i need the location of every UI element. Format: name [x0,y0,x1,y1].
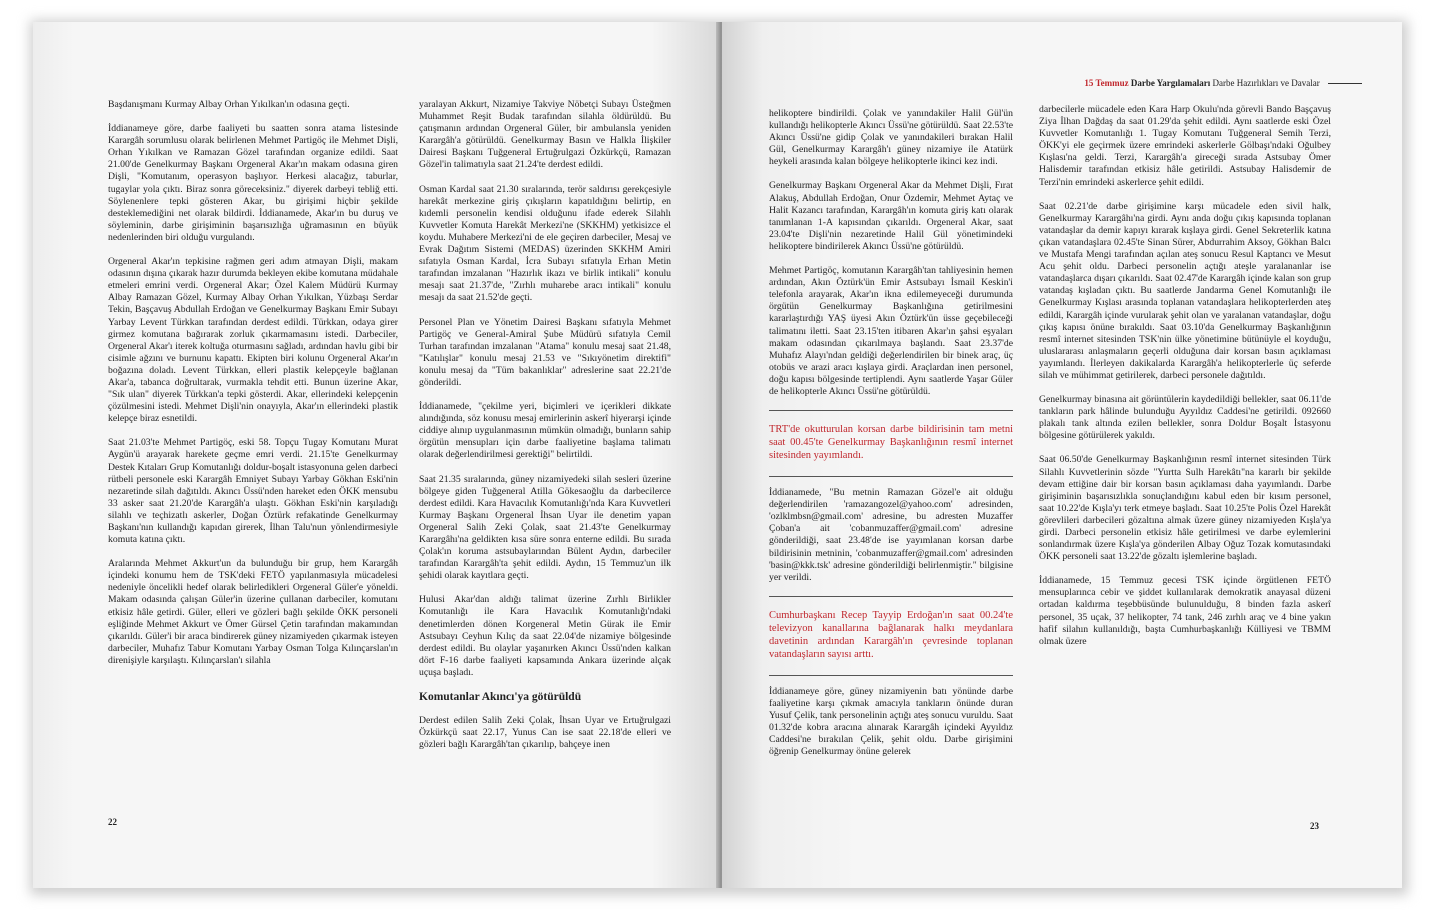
header-red: 15 Temmuz [1084,78,1129,88]
running-header [1084,78,1362,88]
paragraph: darbecilerle mücadele eden Kara Harp Okulu'nda görevli Bando Başçavuş Ziya İlhan Dağdaş da saat 01.29'da şehit edildi. Aynı saatlerde eski Özel Kuvvetler Komutanlığı 1. Tugay Komutanı Tuğgeneral Semih Terzi, ÖKK'yi ele geçirmek üzere emrindeki askerlerle Gölbaşı'ndaki Oğulbey Kışlası'na geldi. Terzi, Karargâh'a gireceği sırada Astsubay Ömer Halisdemir tarafından etkisiz hâle getirildi. Astsubay Halisdemir de Terzi'nin emrindeki askerlerce şehit edildi. [1039,104,1331,188]
paragraph: Aralarında Mehmet Akkurt'un da bulunduğu bir grup, hem Karargâh içindeki konumu hem de TSK'deki FETÖ yapılanmasıyla mücadelesi nedeniyle öncelikli hedef olarak belirledikleri Orgeneral Güler'e yöneldi. Makam odasında çalışan Güler'in üzerine çullanan darbeciler, komutanı etkisiz hâle getirdi. Güler, elleri ve gözleri bağlı şekilde ÖKK personeli eşliğinde Mehmet Akkurt ve Ömer Gürsel Çetin tarafından makamından çıkarıldı. Güler'i bir araca bindirerek güney nizamiyeden çıkarmak isteyen darbeciler, Muhafız Tabur Komutanı Yarbay Osman Tolga Kılınçarslan'ın direnişiyle karşılaştı. Kılınçarslan'ı silahla [108,558,398,666]
paragraph: Saat 06.50'de Genelkurmay Başkanlığının resmî internet sitesinden Türk Silahlı Kuvvetlerinin sözde "Yurtta Sulh Harekâtı"na kararlı bir şekilde devam ettiğine dair bir korsan basın açıklaması daha yayımlandı. Darbe girişiminin başarısızlıkla sonuçlandığını kabul eden bir kısım personel, saat 10.22'de Kışla'yı terk etmeye başladı. Saat 10.25'te Polis Özel Harekât görevlileri darbecileri gözaltına almak üzere güney nizamiyeden Kışla'ya girdi. Darbeci personelin etkisiz hâle getirilmesi ve darbe eylemlerini sonlandırmak üzere Kışla'ya gönderilen Albay Oğuz Tozak komutasındaki ÖKK personeli saat 13.22'de gözaltı işlemlerine başladı. [1039,454,1331,563]
pull-quote: TRT'de okutturulan korsan darbe bildirisinin tam metni saat 00.45'te Genelkurmay Başkanlığının resmî internet sitesinden yayımlandı. [769,424,1013,462]
right-column-1 [769,108,1013,770]
paragraph: Başdanışmanı Kurmay Albay Orhan Yıkılkan'ın odasına geçti. [108,99,350,110]
paragraph: Saat 21.35 sıralarında, güney nizamiyedeki silah sesleri üzerine bölgeye giden Tuğgeneral Atilla Gökesaoğlu da darbecilerce derdest edildi. Kara Havacılık Komutanlığı'nda Kara Kuvvetleri Kurmay Başkanı Orgeneral İhsan Uyar ile denetim yapan Orgeneral Salih Zeki Çolak, saat 21.43'te Genelkurmay Karargâhı'na geldikten kısa süre sonra enterne edildi. Bu sırada Çolak'ın koruma astsubaylarından Bülent Aydın, darbeciler tarafından Karargâh'ta şehit edildi. Aydın, 15 Temmuz'un ilk şehidi olarak kayıtlara geçti. [419,473,671,582]
paragraph: Mehmet Partigöç, komutanın Karargâh'tan tahliyesinin hemen ardından, Akın Öztürk'ün Emir Astsubayı İsmail Keskin'i telefonla arayarak, Akar'ın ikna edilemeyeceği durumunda örgütün Genelkurmay Başkanlığına getirilmesini kararlaştırdığı YAŞ üyesi Akın Öztürk'ün üsse geçebileceği talimatını iletti. Saat 23.15'ten itibaren Akar'ın şahsi eşyaları makam odasından çıkarılmaya başlandı. Saat 23.37'de Muhafız Alayı'ndan geldiği değerlendirilen bir binek araç, üç otobüs ve arazi aracı kışlaya girdi. Araçlardan inen personel, doğu kapısı bölgesinde tertiplendi. Aynı saatlerde Yaşar Güler de helikopterle Akıncı Üssü'ne götürüldü. [769,265,1013,397]
paragraph: Saat 21.03'te Mehmet Partigöç, eski 58. Topçu Tugay Komutanı Murat Aygün'ü arayarak harekete geçme emri verdi. 21.15'te Genelkurmay Destek Kıtaları Grup Komutanlığı doldur-boşalt istasyonuna gelen darbeci rütbeli personele eski Karargâh Emniyet Subayı Yarbay Gökhan Eski'nin nezaretinde silah dağıtıldı. Akıncı Üssü'nden hareket eden ÖKK mensubu 33 asker saat 21.20'de Karargâh'a ulaştı. Gökhan Eski'nin karşıladığı silahlı ve teçhizatlı askerler, Doğan Öztürk refakatinde Genelkurmay Başkanı'nın kullandığı kapıdan girerek, İlhan Talu'nun yönlendirmesiyle komuta katına çıktı. [108,437,398,546]
left-page [33,22,720,888]
paragraph: İddianamede, "Bu metnin Ramazan Gözel'e ait olduğu değerlendirilen 'ramazangozel@yahoo.com' adresinden, 'ozlklmbsn@gmail.com' adresine, bu adresten Muzaffer Çoban'a ait 'cobanmuzaffer@gmail.com' adresine gönderildiği, saat 23.48'de ise yayımlanan korsan darbe bildirisinin metninin, 'cobanmuzaffer@gmail.com' adresinden 'basin@kkk.tsk' adresine gönderildiği belirlenmiştir." bilgisine yer verildi. [769,487,1013,583]
paragraph: Hulusi Akar'dan aldığı talimat üzerine Zırhlı Birlikler Komutanlığı ile Kara Havacılık Komutanlığı'ndaki denetimlerden dönen Korgeneral Metin Gürak ile Emir Astsubayı Ceyhun Kılıç da saat 22.04'de nizamiye bölgesinde derdest edildi. Bu olaylar yaşanırken Akıncı Üssü'nden kalkan dört F-16 darbe faaliyeti kapsamında Ankara üzerinde alçak uçuşa başladı. [419,594,671,678]
header-bold: Darbe Yargılamaları [1130,78,1211,88]
paragraph: Genelkurmay Başkanı Orgeneral Akar da Mehmet Dişli, Fırat Alakuş, Abdullah Erdoğan, Onur Özdemir, Mehmet Aytaç ve Halit Kazancı tarafından, Karargâh'ın komuta giriş katı olarak tanımlanan 1-A kapısından çıkarıldı. Orgeneral Akar, saat 23.04'te Dişli'nin nezaretinde Halil Gül yönetimindeki helikoptere bindirilerek Akıncı Üssü'ne götürüldü. [769,180,1013,252]
paragraph: Orgeneral Akar'ın tepkisine rağmen geri adım atmayan Dişli, makam odasının dışına çıkarak hazır durumda bekleyen ekibe komutana müdahale etmeleri emrini verdi. Orgeneral Akar; Özel Kalem Müdürü Kurmay Albay Ramazan Gözel, Kurmay Albay Orhan Yıkılkan, Yüzbaşı Serdar Tekin, Başçavuş Abdullah Erdoğan ve Genelkurmay Başkanı Emir Subayı Yarbay Levent Türkkan tarafından derdest edildi. Türkkan, odaya girer girmez komutana bağırarak zorluk çıkarmamasını istedi. Darbeciler, Orgeneral Akar'ı iterek koltuğa oturmasını sağladı, ardından havlu gibi bir cisimle ağzını ve burnunu kapattı. Ekipten biri kolunu Orgeneral Akar'ın boğazına doladı. Levent Türkkan, elleri plastik kelepçeyle bağlanan Akar'a, tabanca doğrultarak, vurmakla tehdit etti. Bunun üzerine Akar, "Sık ulan" diyerek Türkkan'a tepki gösterdi. Akar, ellerindeki kelepçenin çözülmesini istedi. Mehmet Dişli'nin onayıyla, Akar'ın ellerindeki plastik kelepçe biraz esnetildi. [108,256,398,425]
divider [769,596,1013,597]
divider [769,410,1013,411]
paragraph: Saat 02.21'de darbe girişimine karşı mücadele eden sivil halk, Genelkurmay Karargâhı'na girdi. Aynı anda doğu çıkış kapısında toplanan vatandaşlar da demir kapıyı kırarak kışlaya girdi. Genel Sekreterlik katına çıkan vatandaşlara 02.45'te Sinan Sürer, Abdurrahim Aksoy, Gökhan Balcı ve Mustafa Mengi tarafından açılan ateş sonucu Resul Kaptancı ve Mesut Acu şehit oldu. Darbeci personelin açtığı ateşle yaralananlar ise vatandaşlarca dışarı çıkarıldı. Saat 02.47'de Karargâh içinde kalan son grup vatandaş kışladan çıktı. Bu saatlerde Jandarma Genel Komutanlığı ile Genelkurmay Kışlası arasında toplanan vatandaşlara helikopterlerden ateş edildi, Karargâh içinde vurularak şehit olan ve yaralanan vatandaşlar, doğu çıkış kapısı önüne bırakıldı. Saat 03.10'da Genelkurmay Başkanlığının resmî internet sitesinden TSK'nin ülke yönetimine bütünüyle el koyduğu, uluslararası anlaşmaların geçerli olduğuna dair korsan basın açıklaması yayımlandı. İlerleyen dakikalarda Karargâh'a helikopterlerle üç seferde silah ve mühimmat getirilerek, darbeci personele dağıtıldı. [1039,200,1331,381]
header-rule [1328,83,1362,84]
paragraph: yaralayan Akkurt, Nizamiye Takviye Nöbetçi Subayı Üsteğmen Muhammet Reşit Budak tarafından silahla öldürüldü. Bu çatışmanın ardından Orgeneral Güler, bir ambulansla yeniden Karargâh'a götürüldü. Genelkurmay Basın ve Halkla İlişkiler Dairesi Başkanı Tuğgeneral Ertuğrulgazi Özkürkçü, Ramazan Gözel'in talimatıyla saat 21.24'te derdest edildi. [419,99,671,171]
paragraph: İddianamede, "çekilme yeri, biçimleri ve içerikleri dikkate alındığında, söz konusu mesaj emirlerinin askerî hiyerarşi içinde ciddiye alınıp uygulanmasının mümkün olmadığı, bunların sahip örgütün mensupları için darbe faaliyetine başlama talimatı olarak değerlendirilmesi gerektiği" belirtildi. [419,401,671,461]
left-column-1 [108,99,398,679]
paragraph: Genelkurmay binasına ait görüntülerin kaydedildiği bellekler, saat 06.11'de tankların park hâlinde bulunduğu Ayyıldız Caddesi'ne getirildi. 092660 plakalı tank altında ezilen bellekler, sonra Doldur Boşalt İstasyonu bölgesine götürülerek yakıldı. [1039,394,1331,442]
header-rest: Darbe Hazırlıkları ve Davalar [1212,78,1320,88]
page-number-left: 22 [108,817,117,827]
paragraph: Osman Kardal saat 21.30 sıralarında, terör saldırısı gerekçesiyle harekât merkezine giriş çıkışların kapatıldığını belirtip, en kıdemli personelin kendisi olduğunu ifade ederek Silahlı Kuvvetler Komuta Harekât Merkezi'ne (SKKHM) yetkisizce el koydu. Muhabere Merkezi'ni de ele geçiren darbeciler, Mesaj ve Evrak Dağıtım Sistemi (MEDAS) üzerinden SKKHM Amiri sıfatıyla Osman Kardal, İcra Subayı sıfatıyla Erhan Metin tarafından imzalanan "Hazırlık ikazı ve birlik intikali" konulu mesajı saat 21.37'de, "Zırhlı muharebe aracı intikali" konulu mesajı da saat 21.52'de geçti. [419,183,671,304]
divider [769,476,1013,477]
pull-quote: Cumhurbaşkanı Recep Tayyip Erdoğan'ın saat 00.24'te televizyon kanallarına bağlanarak halkı meydanlara davetinin ardından Karargâh'ın çevresinde toplanan vatandaşların sayısı arttı. [769,609,1013,660]
paragraph: Derdest edilen Salih Zeki Çolak, İhsan Uyar ve Ertuğrulgazi Özkürkçü saat 22.17, Yunus Can ise saat 22.18'de elleri ve gözleri bağlı Karargâh'tan çıkarılıp, bahçeye inen [419,715,671,751]
right-page [722,22,1402,888]
paragraph: İddianameye göre, darbe faaliyeti bu saatten sonra atama listesinde Karargâh sorumlusu olarak belirlenen Mehmet Partigöç ile Mehmet Dişli, Orhan Yıkılkan ve Ramazan Gözel tarafından organize edildi. Saat 21.00'de Genelkurmay Başkanı Orgeneral Akar'ın makam odasına giren Dişli, "Komutanım, operasyon başlıyor. Herkesi alacağız, taburlar, tugaylar yola çıktı. Biraz sonra göreceksiniz." diyerek darbeyi tebliğ etti. Söylenenlere tepki gösteren Akar, bu girişimi hiçbir şekilde desteklemediğini net olarak bildirdi. İddianamede, Akar'ın bu duruş ve söyleminin, darbe girişiminin başarısızlığa uğramasının en büyük nedenlerinden biri olduğu vurgulandı. [108,123,398,243]
divider [769,675,1013,676]
paragraph: Personel Plan ve Yönetim Dairesi Başkanı sıfatıyla Mehmet Partigöç ve General-Amiral Şube Müdürü sıfatıyla Cemil Turhan tarafından imzalanan "Atama" konulu mesaj saat 21.48, "Katılışlar" konulu mesaj 21.53 ve "Sıkıyönetim direktifi" konulu mesaj da "Tüm bakanlıklar" adreslerine saat 22.21'de gönderildi. [419,316,671,388]
paragraph: İddianameye göre, güney nizamiyenin batı yönünde darbe faaliyetine karşı çıkmak amacıyla tankların önünde duran Yusuf Çelik, tank personelinin açtığı ateş sonucu vuruldu. Saat 01.32'de kobra aracına alınarak Karargâh içindeki Ayyıldız Caddesi'ne bırakılan Çelik, şehit oldu. Darbe girişimini öğrenip Genelkurmay önüne gelerek [769,685,1013,758]
right-column-2 [1039,104,1331,660]
section-heading: Komutanlar Akıncı'ya götürüldü [419,691,582,704]
paragraph: İddianamede, 15 Temmuz gecesi TSK içinde örgütlenen FETÖ mensuplarınca cebir ve şiddet kullanılarak demokratik anayasal düzeni ortadan kaldırma teşebbüsünde bulunulduğu, 8 binden fazla askerî personel, 35 uçak, 37 helikopter, 74 tank, 246 zırhlı araç ve 4 bine yakın hafif silahın kullanıldığı, başta Cumhurbaşkanlığı Külliyesi ve TBMM olmak üzere [1039,575,1331,647]
page-number-right: 23 [1310,821,1319,831]
left-column-2 [419,99,671,763]
paragraph: helikoptere bindirildi. Çolak ve yanındakiler Halil Gül'ün kullandığı helikopterle Akıncı Üssü'ne götürüldü. Saat 22.53'te Akıncı Üssü'ne gidip Çolak ve yanındakileri bırakan Halil Gül, Genelkurmay Karargâh'ı güney nizamiye ile Atatürk heykeli arasında kalan bölgeye helikopterle ikinci kez indi. [769,108,1013,168]
